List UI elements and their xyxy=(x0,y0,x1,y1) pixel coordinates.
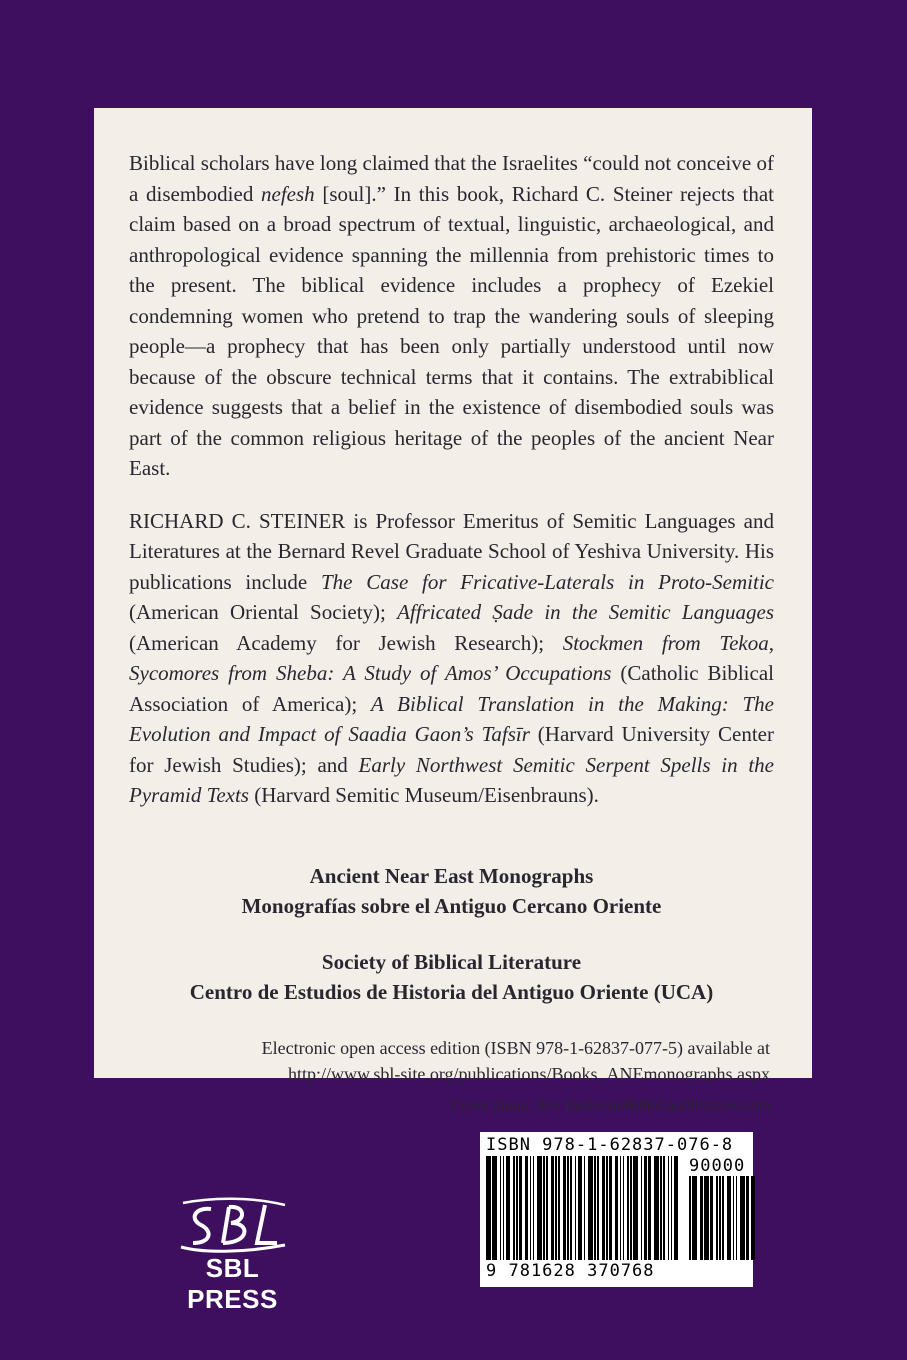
italic-title: Early Northwest Semitic Serpent Spells in the Pyramid Texts xyxy=(129,752,774,807)
barcode-bar xyxy=(627,1156,629,1260)
barcode-bar xyxy=(623,1156,625,1260)
sbl-press-logo xyxy=(160,1195,305,1314)
open-access-note xyxy=(129,1035,774,1087)
barcode-bar xyxy=(644,1156,647,1260)
series-title-en: Ancient Near East Monographs xyxy=(309,863,594,888)
barcode-bar xyxy=(663,1156,665,1260)
barcode-bar xyxy=(648,1156,651,1260)
barcode-bar xyxy=(620,1156,622,1260)
barcode-bar xyxy=(746,1176,749,1260)
series-title xyxy=(129,861,774,921)
italic-title: nefesh xyxy=(261,181,315,206)
barcode-bar xyxy=(674,1156,679,1260)
barcode-bar xyxy=(567,1156,569,1260)
sbl-press-label: SBL PRESS xyxy=(187,1253,278,1314)
barcode-bar xyxy=(641,1156,643,1260)
barcode-bar xyxy=(551,1156,554,1260)
barcode-bar xyxy=(570,1156,572,1260)
barcode-bar xyxy=(525,1156,528,1260)
barcode-bar xyxy=(689,1176,691,1260)
barcode-bar xyxy=(671,1156,673,1260)
barcode-bars xyxy=(486,1156,681,1260)
barcode-bar xyxy=(615,1156,618,1260)
barcode-bar xyxy=(519,1156,522,1260)
italic-title: Affricated Ṣade in the Semitic Languages xyxy=(397,600,774,624)
barcode-bar xyxy=(597,1156,599,1260)
barcode-bar xyxy=(719,1176,721,1260)
barcode-digits: 9 781628 370768 xyxy=(486,1261,655,1281)
barcode-bar xyxy=(668,1156,670,1260)
publisher-uca: Centro de Estudios de Historia del Antiguo Oriente (UCA) xyxy=(189,979,714,1004)
publishers xyxy=(129,947,774,1007)
addon-bars xyxy=(689,1176,758,1260)
barcode-bar xyxy=(537,1156,542,1260)
text-run: (Harvard Semitic Museum/Eisenbrauns). xyxy=(248,783,599,807)
barcode-bar xyxy=(609,1156,612,1260)
barcode-bar xyxy=(700,1176,703,1260)
barcode-bar xyxy=(558,1156,560,1260)
barcode-bar xyxy=(546,1156,548,1260)
barcode-bar xyxy=(751,1176,756,1260)
italic-title: Stockmen from Tekoa, Sycomores from Sheba: A Study of Amos’ Occupations xyxy=(129,630,774,685)
barcode-bar xyxy=(533,1156,535,1260)
text-run: (Catholic Biblical Association of America); xyxy=(129,661,774,716)
barcode-bar xyxy=(654,1156,659,1260)
barcode-bar xyxy=(578,1156,583,1260)
barcode-bar xyxy=(513,1156,515,1260)
text-run: [soul].” In this book, Richard C. Steiner rejects that claim based on a broad spectrum of textual, linguistic, archaeological, and anthropological evidence spanning the millennia from prehistoric times to the present. The biblical evidence includes a prophecy of Ezekiel condemning women who pretend to trap the wandering souls of sleeping people—a prophecy that has been only partially understood until now because of the obscure technical terms that it contains. The extrabiblical evidence suggests that a belief in the existence of disembodied souls was part of the common religious heritage of the peoples of the ancient Near East. xyxy=(129,181,774,480)
barcode-bar xyxy=(516,1156,518,1260)
text-panel xyxy=(94,108,812,1114)
barcode-bar xyxy=(733,1176,735,1260)
text-run: (Harvard University Center for Jewish Studies); and xyxy=(129,722,774,777)
italic-title: The Case for Fricative-Laterals in Proto-Semitic xyxy=(321,569,774,594)
barcode-bar xyxy=(602,1156,605,1260)
barcode-bar xyxy=(722,1176,724,1260)
barcode-bar xyxy=(660,1156,662,1260)
barcode-bar xyxy=(633,1156,638,1260)
barcode-bar xyxy=(594,1156,596,1260)
barcode-bar xyxy=(506,1156,511,1260)
text-run: (American Academy for Jewish Research); xyxy=(129,630,563,655)
barcode-bar xyxy=(543,1156,545,1260)
open-access-url: http://www.sbl-site.org/publications/Books_ANEmonographs.aspx xyxy=(288,1063,770,1084)
publisher-sbl: Society of Biblical Literature xyxy=(321,949,582,974)
text-run: Biblical scholars have long claimed that the Israelites “could not conceive of a disembodied xyxy=(129,151,774,206)
cover-photo-credit: Cover photo: Zev Radovan/BibleLandPictures.com xyxy=(451,1096,770,1114)
isbn-barcode xyxy=(480,1132,753,1287)
text-run: RICHARD C. STEINER is Professor Emeritus of Semitic Languages and Literatures at the Bernard Revel Graduate School of Yeshiva University. His publications include xyxy=(129,508,774,594)
barcode-bar xyxy=(500,1156,502,1260)
barcode-bar xyxy=(692,1176,697,1260)
barcode-bar xyxy=(727,1176,732,1260)
barcode-bar xyxy=(492,1156,497,1260)
barcode-bar xyxy=(588,1156,593,1260)
barcode-bar xyxy=(606,1156,608,1260)
sbl-monogram-icon xyxy=(173,1195,293,1257)
barcode-bar xyxy=(555,1156,557,1260)
barcode-bar xyxy=(563,1156,566,1260)
barcode-bar xyxy=(710,1176,713,1260)
barcode-bar xyxy=(630,1156,632,1260)
series-publisher-block xyxy=(129,861,774,1007)
barcode-bar xyxy=(575,1156,577,1260)
barcode-bar xyxy=(736,1176,738,1260)
barcode-bar xyxy=(584,1156,586,1260)
book-description xyxy=(129,148,774,484)
barcode-bar xyxy=(740,1176,745,1260)
series-title-es: Monografías sobre el Antiguo Cercano Oriente xyxy=(241,893,662,918)
barcode-bar xyxy=(704,1176,709,1260)
text-run: (American Oriental Society); xyxy=(129,600,398,624)
barcode-bar xyxy=(486,1156,491,1260)
price-addon: 90000 xyxy=(689,1156,746,1176)
italic-title: A Biblical Translation in the Making: The Evolution and Impact of Saadia Gaon’s Tafsīr xyxy=(129,691,775,746)
isbn-label: ISBN 978-1-62837-076-8 xyxy=(486,1135,734,1155)
barcode-bar xyxy=(530,1156,532,1260)
author-bio xyxy=(129,506,774,811)
barcode-bar xyxy=(503,1156,505,1260)
open-access-line: Electronic open access edition (ISBN 978-1-62837-077-5) available at xyxy=(261,1037,770,1058)
barcode-bar xyxy=(716,1176,718,1260)
